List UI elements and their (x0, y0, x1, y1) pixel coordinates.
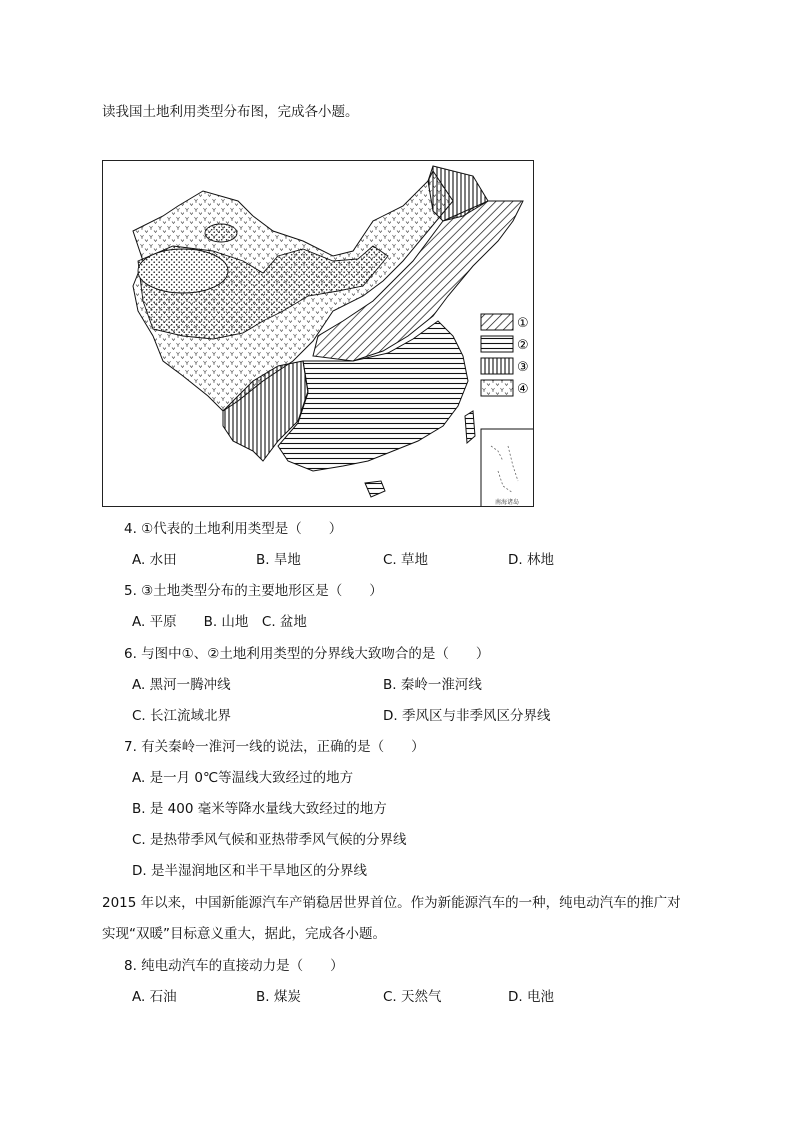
q8-option-b: B. 煤炭 (256, 989, 301, 1005)
south-china-sea-inset (481, 429, 534, 507)
hainan-island (365, 481, 385, 497)
legend-swatch-1 (481, 314, 513, 330)
q4-option-c: C. 草地 (383, 552, 429, 568)
q4-option-b: B. 旱地 (256, 552, 301, 568)
legend-swatch-4 (481, 380, 513, 396)
question-6-stem: 6. 与图中①、②土地利用类型的分界线大致吻合的是（ ） (124, 646, 490, 662)
question-8-stem: 8. 纯电动汽车的直接动力是（ ） (124, 958, 344, 974)
legend-label-3: ③ (517, 360, 529, 375)
q8-option-a: A. 石油 (132, 989, 177, 1005)
legend-swatch-3 (481, 358, 513, 374)
q7-option-d: D. 是半湿润地区和半干旱地区的分界线 (132, 863, 367, 879)
q8-option-d: D. 电池 (508, 989, 554, 1005)
q4-option-d: D. 林地 (508, 552, 554, 568)
intro-text: 读我国土地利用类型分布图，完成各小题。 (102, 104, 359, 120)
q6-option-c: C. 长江流域北界 (132, 708, 232, 724)
q6-option-d: D. 季风区与非季风区分界线 (383, 708, 551, 724)
legend-label-1: ① (517, 316, 529, 331)
question-7-stem: 7. 有关秦岭一淮河一线的说法，正确的是（ ） (124, 739, 425, 755)
legend-swatch-2 (481, 336, 513, 352)
q7-option-c: C. 是热带季风气候和亚热带季风气候的分界线 (132, 832, 407, 848)
q7-option-a: A. 是一月 0℃等温线大致经过的地方 (132, 770, 354, 786)
question-5-stem: 5. ③土地类型分布的主要地形区是（ ） (124, 583, 383, 599)
taiwan-island (465, 411, 475, 443)
q6-option-a: A. 黑河一腾冲线 (132, 677, 231, 693)
inset-label: 南海诸岛 (494, 499, 520, 506)
question-4-stem: 4. ①代表的土地利用类型是（ ） (124, 521, 343, 537)
junggar-basin (205, 224, 237, 242)
intro2-line1: 2015 年以来，中国新能源汽车产销稳居世界首位。作为新能源汽车的一种，纯电动汽车的推广对 (102, 895, 681, 911)
q6-option-b: B. 秦岭一淮河线 (383, 677, 482, 693)
legend-label-2: ② (517, 338, 529, 353)
q7-option-b: B. 是 400 毫米等降水量线大致经过的地方 (132, 801, 387, 817)
intro2-line2: 实现“双暖”目标意义重大，据此，完成各小题。 (102, 926, 386, 942)
q8-option-c: C. 天然气 (383, 989, 442, 1005)
china-map-svg (103, 161, 534, 507)
q4-option-a: A. 水田 (132, 552, 177, 568)
land-use-map (102, 160, 534, 507)
legend-label-4: ④ (517, 382, 529, 397)
map-legend (481, 314, 529, 397)
q5-options: A. 平原 B. 山地 C. 盆地 (132, 614, 307, 630)
